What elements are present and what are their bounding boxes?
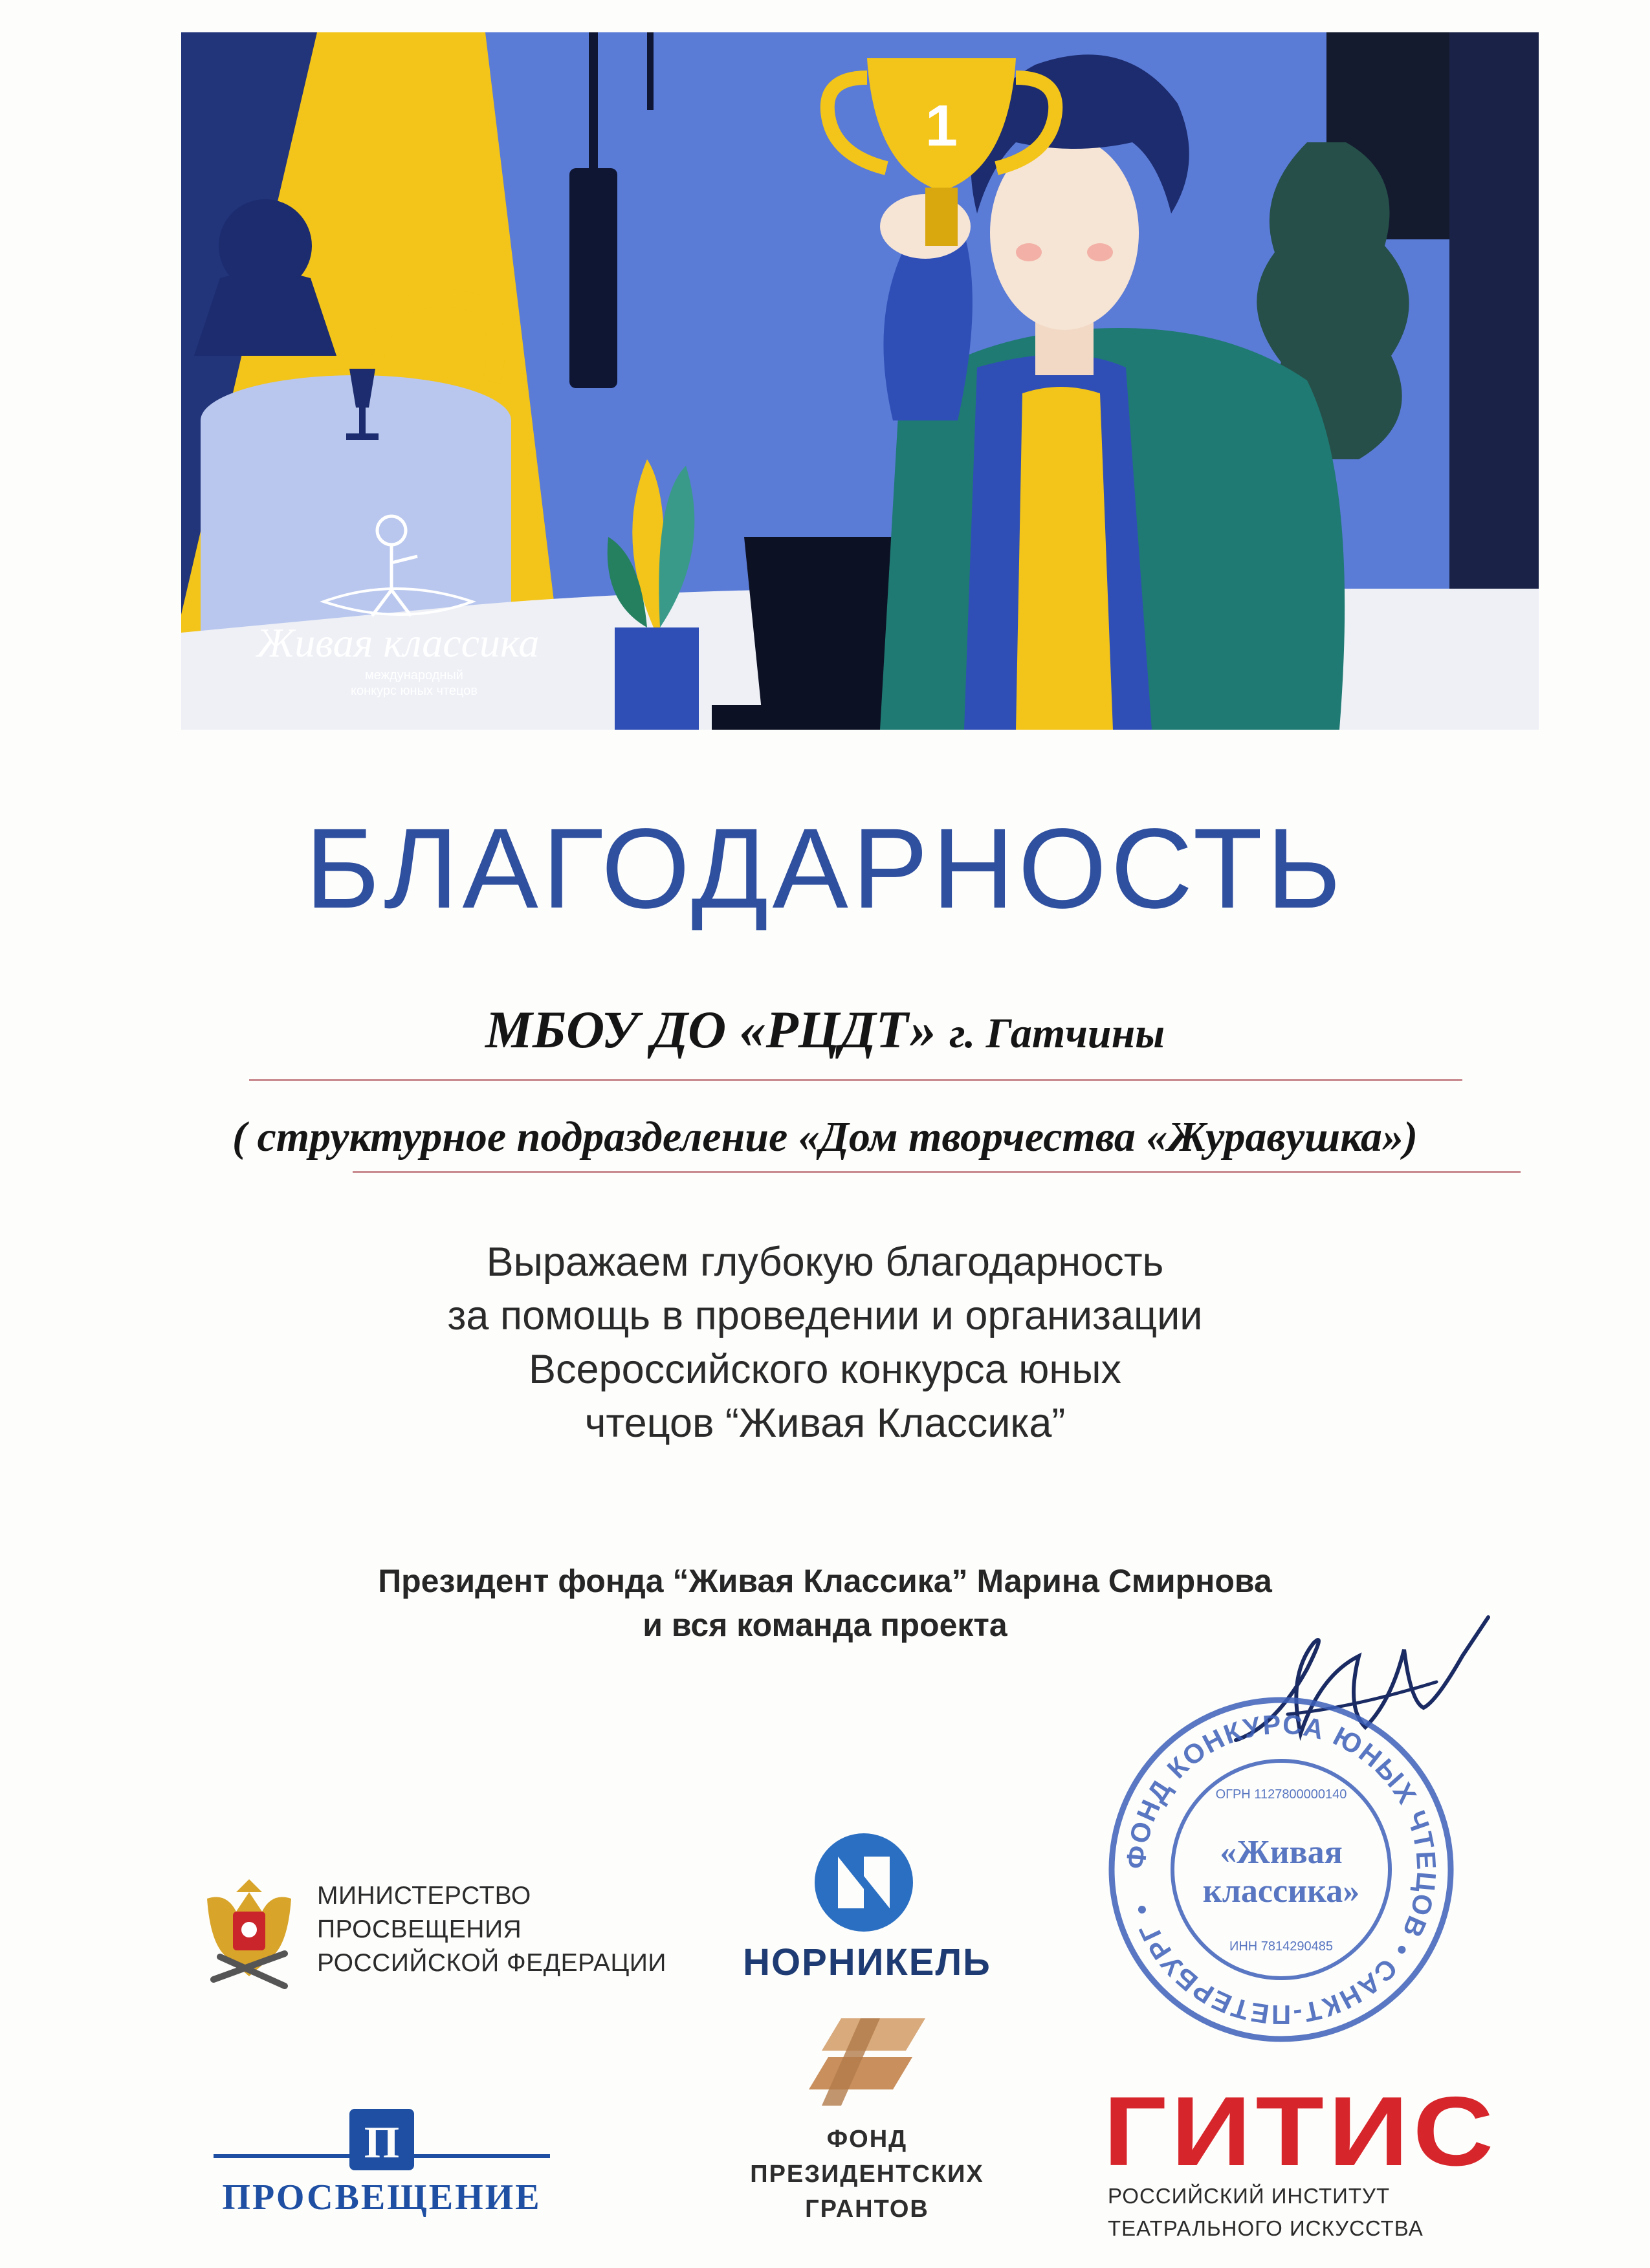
stamp-inn: ИНН 7814290485: [1229, 1939, 1334, 1954]
president-line-2: и вся команда проекта: [643, 1607, 1007, 1643]
gratitude-message: [0, 1236, 1650, 1450]
trophy-number: 1: [925, 94, 958, 158]
presidential-grants-fund-icon: [802, 2012, 932, 2112]
stamp-ogrn: ОГРН 1127800000140: [1215, 1787, 1347, 1802]
stamp-center-1: «Живая: [1220, 1834, 1343, 1871]
fund-line: ФОНД: [826, 2126, 908, 2153]
gitis-line: РОССИЙСКИЙ ИНСТИТУТ: [1108, 2184, 1391, 2208]
nornickel-logo-icon: [812, 1831, 916, 1934]
ministry-name: [317, 1879, 666, 1980]
organization-city: г. Гатчины: [949, 1010, 1165, 1057]
subdivision-line: ( структурное подразделение «Дом творчества «Журавушка»): [232, 1113, 1418, 1161]
organization-line: [0, 999, 1650, 1060]
message-line: за помощь в проведении и организации: [447, 1293, 1203, 1338]
fund-line: ПРЕЗИДЕНТСКИХ: [750, 2161, 984, 2188]
presidential-grants-fund-name: [699, 2122, 1035, 2227]
prosveshchenie-logo-icon: [214, 2102, 550, 2174]
underline-subdivision: [353, 1171, 1521, 1173]
underline-organization: [249, 1079, 1462, 1081]
official-stamp: [1100, 1688, 1462, 2051]
logo-script: Живая классика: [256, 620, 540, 666]
ministry-line: МИНИСТЕРСТВО: [317, 1882, 531, 1910]
logo-subtitle-2: конкурс юных чтецов: [350, 684, 478, 698]
gitis-logo: [1103, 2086, 1504, 2170]
stamp-ring-text: ФОНД КОНКУРСА ЮНЫХ ЧТЕЦОВ • САНКТ-ПЕТЕРБУРГ •: [1120, 1708, 1442, 2031]
message-line: Выражаем глубокую благодарность: [486, 1239, 1164, 1285]
message-line: Всероссийского конкурса юных: [528, 1347, 1122, 1392]
logo-subtitle-1: международный: [365, 668, 463, 682]
gitis-line: ТЕАТРАЛЬНОГО ИСКУССТВА: [1108, 2216, 1424, 2240]
message-line: чтецов “Живая Классика”: [584, 1401, 1066, 1446]
header-illustration: [181, 32, 1539, 730]
ministry-line: ПРОСВЕЩЕНИЯ: [317, 1915, 522, 1943]
prosveshchenie-mark-letter: П: [364, 2118, 400, 2168]
organization-name: МБОУ ДО «РЦДТ»: [485, 1000, 936, 1059]
stamp-center-2: классика»: [1202, 1873, 1360, 1910]
russian-coat-of-arms-icon: [194, 1873, 304, 1996]
president-line-1: Президент фонда “Живая Классика” Марина Смирнова: [378, 1563, 1272, 1599]
nornickel-wordmark: НОРНИКЕЛЬ: [743, 1941, 991, 1983]
gitis-full-name: [1108, 2180, 1424, 2245]
ministry-line: РОССИЙСКОЙ ФЕДЕРАЦИИ: [317, 1949, 666, 1977]
gitis-wordmark: ГИТИС: [1103, 2086, 1498, 2170]
fund-line: ГРАНТОВ: [805, 2196, 929, 2223]
prosveshchenie-wordmark: ПРОСВЕЩЕНИЕ: [222, 2177, 542, 2218]
certificate-title: БЛАГОДАРНОСТЬ: [305, 805, 1345, 932]
